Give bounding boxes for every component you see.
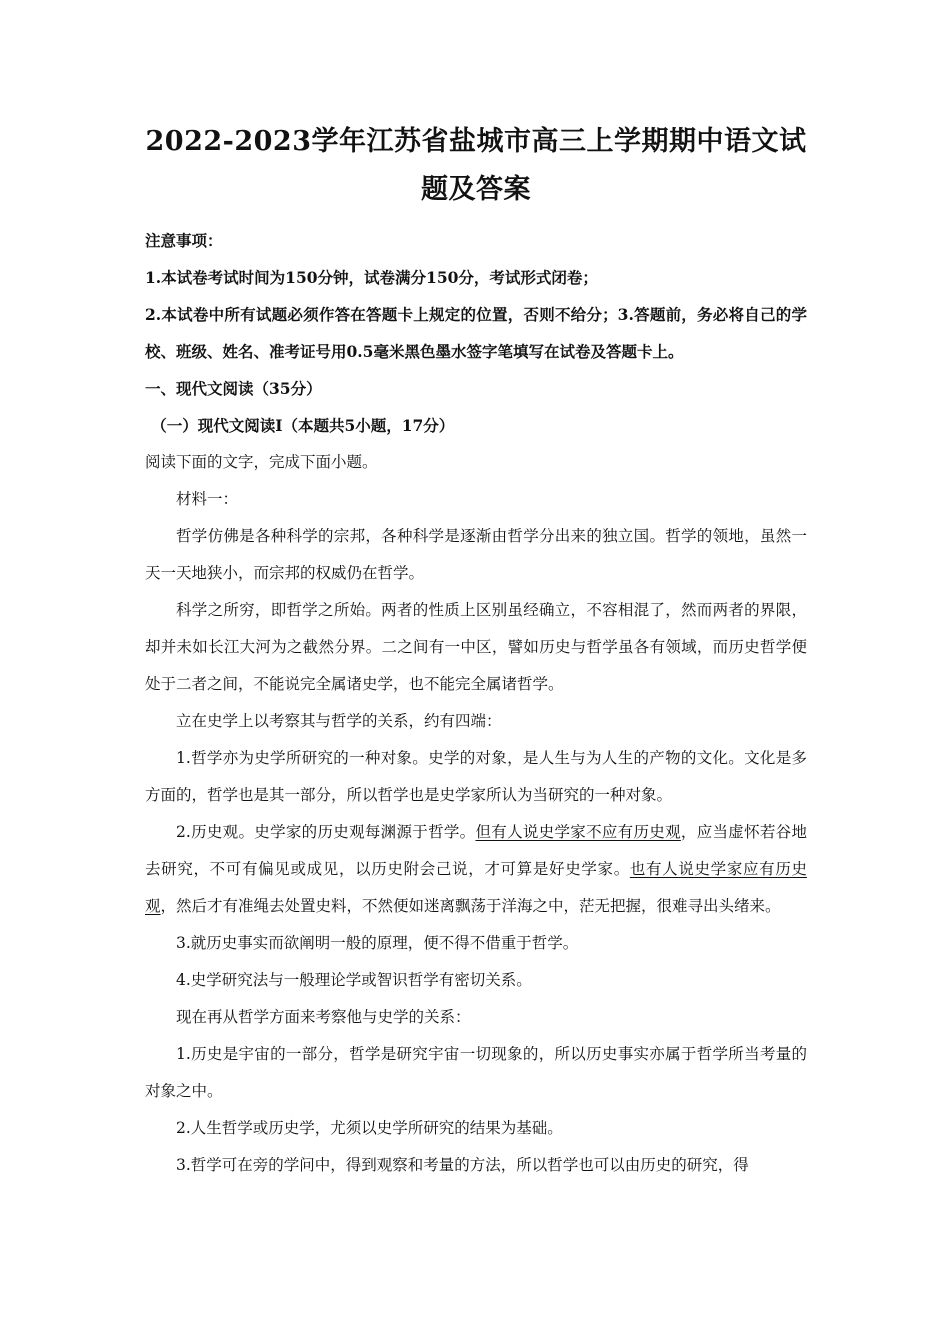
material-label: 材料一： bbox=[176, 490, 239, 508]
subsection-heading: （一）现代文阅读Ⅰ（本题共5小题，17分） bbox=[151, 416, 455, 435]
paragraph-8: 现在再从哲学方面来考察他与史学的关系： bbox=[176, 1008, 471, 1026]
paragraph-4: 1.哲学亦为史学所研究的一种对象。史学的对象，是人生与为人生的产物的文化。文化是多方面的，哲学也是其一部分，所以哲学也是史学家所认为当研究的一种对象。 bbox=[145, 749, 807, 804]
section-heading: 一、现代文阅读（35分） bbox=[145, 379, 322, 398]
notice-item-2: 2.本试卷中所有试题必须作答在答题卡上规定的位置，否则不给分；3.答题前，务必将自己的学校、班级、姓名、准考证号用0.5毫米黑色墨水签字笔填写在试卷及答题卡上。 bbox=[145, 305, 807, 361]
underlined-phrase-1: 但有人说史学家不应有历史观 bbox=[475, 823, 681, 841]
paragraph-5 bbox=[145, 814, 807, 925]
paragraph-3: 立在史学上以考察其与哲学的关系，约有四端： bbox=[176, 712, 502, 730]
paragraph-9: 1.历史是宇宙的一部分，哲学是研究宇宙一切现象的，所以历史事实亦属于哲学所当考量的对象之中。 bbox=[145, 1045, 807, 1100]
paragraph-5-part-b: ，应当虚怀若谷地去研究，不可有偏见或成见，以历史附会己说，才可算是好史学家。 bbox=[145, 823, 807, 878]
paragraph-6: 3.就历史事实而欲阐明一般的原理，便不得不借重于哲学。 bbox=[176, 934, 579, 952]
paragraph-7: 4.史学研究法与一般理论学或智识哲学有密切关系。 bbox=[176, 971, 532, 989]
paragraph-10: 2.人生哲学或历史学，尤须以史学所研究的结果为基础。 bbox=[176, 1119, 563, 1137]
notice-item-1: 1.本试卷考试时间为150分钟，试卷满分150分，考试形式闭卷； bbox=[145, 268, 598, 287]
paragraph-5-part-c: ，然后才有准绳去处置史料，不然便如迷离飘荡于洋海之中，茫无把握，很难寻出头绪来。 bbox=[160, 897, 781, 915]
reading-instruction: 阅读下面的文字，完成下面小题。 bbox=[145, 453, 378, 471]
document-title: 2022-2023学年江苏省盐城市高三上学期期中语文试题及答案 bbox=[145, 126, 807, 205]
underlined-phrase-2: 也有人说史学家应有历史观 bbox=[145, 860, 807, 915]
paragraph-11: 3.哲学可在旁的学问中，得到观察和考量的方法，所以哲学也可以由历史的研究，得 bbox=[176, 1156, 749, 1174]
notice-heading: 注意事项： bbox=[145, 231, 223, 250]
paragraph-2: 科学之所穷，即哲学之所始。两者的性质上区别虽经确立，不容相混了，然而两者的界限，却并未如长江大河为之截然分界。二之间有一中区，譬如历史与哲学虽各有领域，而历史哲学便处于二者之间，不能说完全属诸史学，也不能完全属诸哲学。 bbox=[145, 601, 807, 693]
paragraph-1: 哲学仿佛是各种科学的宗邦，各种科学是逐渐由哲学分出来的独立国。哲学的领地，虽然一天一天地狭小，而宗邦的权威仍在哲学。 bbox=[145, 527, 807, 582]
paragraph-5-part-a: 2.历史观。史学家的历史观每渊源于哲学。 bbox=[176, 823, 476, 841]
